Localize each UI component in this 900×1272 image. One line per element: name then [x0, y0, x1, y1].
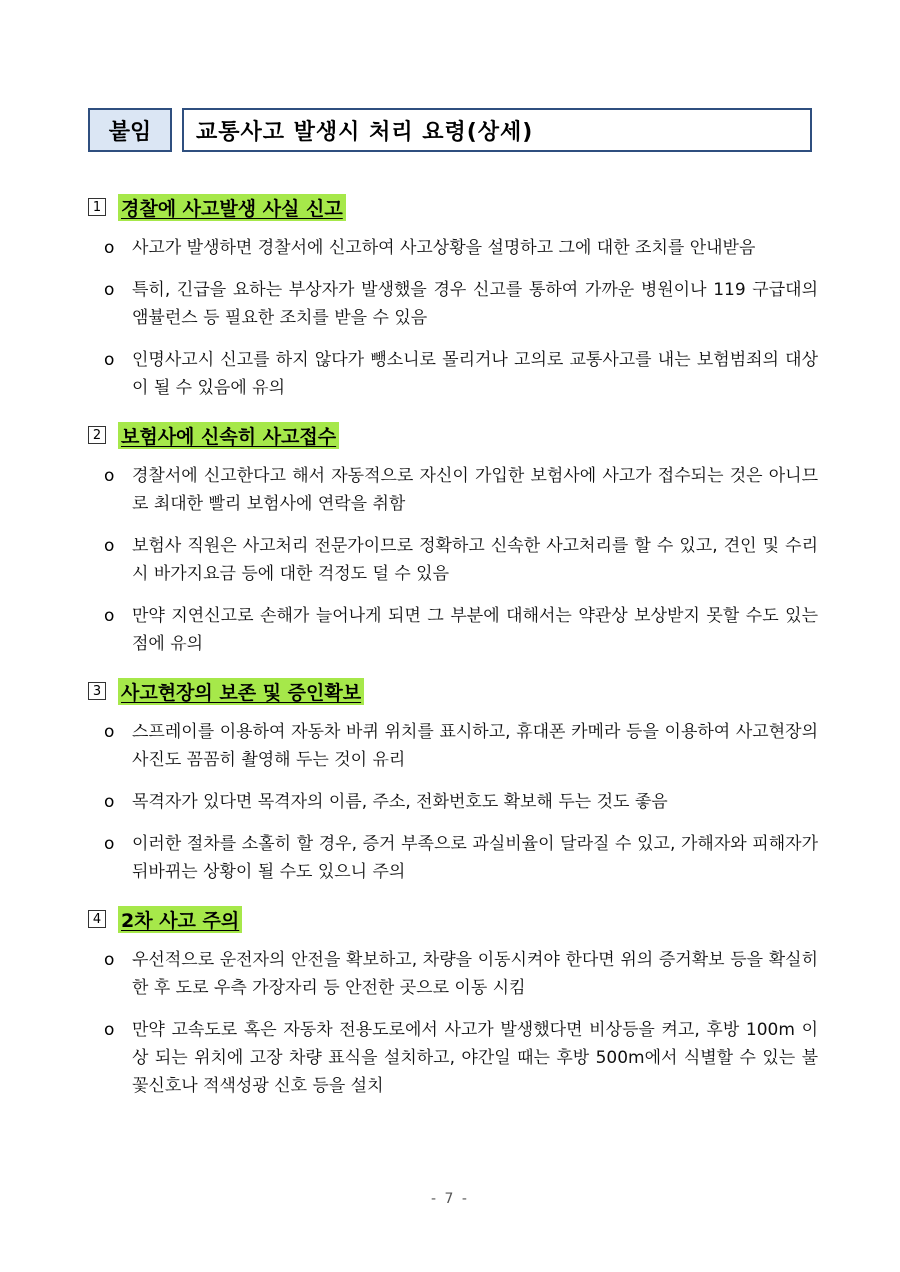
- section-3: [88, 674, 818, 886]
- list-item-text: 특히, 긴급을 요하는 부상자가 발생했을 경우 신고를 통하여 가까운 병원이나 119 구급대의 앰뷸런스 등 필요한 조치를 받을 수 있음: [132, 280, 818, 328]
- list-item: [88, 462, 818, 518]
- list-item-text: 목격자가 있다면 목격자의 이름, 주소, 전화번호도 확보해 두는 것도 좋음: [132, 792, 668, 812]
- list-item-text: 이러한 절차를 소홀히 할 경우, 증거 부족으로 과실비율이 달라질 수 있고, 가해자와 피해자가 뒤바뀌는 상황이 될 수도 있으니 주의: [132, 834, 818, 882]
- document-header: [88, 108, 812, 156]
- section-number: 1: [88, 198, 106, 216]
- section-1: [88, 190, 818, 402]
- bullet-icon: o: [104, 238, 115, 258]
- list-item: [88, 718, 818, 774]
- bullet-icon: o: [104, 606, 115, 626]
- bullet-icon: o: [104, 466, 115, 486]
- document-body: [88, 190, 818, 1116]
- section-heading: [88, 674, 818, 708]
- list-item: [88, 830, 818, 886]
- page-number: - 7 -: [431, 1191, 469, 1207]
- section-2: [88, 418, 818, 658]
- list-item-text: 만약 지연신고로 손해가 늘어나게 되면 그 부분에 대해서는 약관상 보상받지 못할 수도 있는 점에 유의: [132, 606, 818, 654]
- bullet-icon: o: [104, 950, 115, 970]
- section-heading: [88, 418, 818, 452]
- list-item-text: 우선적으로 운전자의 안전을 확보하고, 차량을 이동시켜야 한다면 위의 증거확보 등을 확실히 한 후 도로 우측 가장자리 등 안전한 곳으로 이동 시킴: [132, 950, 818, 998]
- list-item: [88, 946, 818, 1002]
- list-item-text: 만약 고속도로 혹은 자동차 전용도로에서 사고가 발생했다면 비상등을 켜고, 후방 100m 이상 되는 위치에 고장 차량 표식을 설치하고, 야간일 때는 후방 500m에서 식별할 수 있는 불꽃신호나 적색성광 신호 등을 설치: [132, 1020, 818, 1096]
- bullet-icon: o: [104, 280, 115, 300]
- bullet-icon: o: [104, 350, 115, 370]
- section-title: 사고현장의 보존 및 증인확보: [118, 678, 364, 705]
- list-item-text: 인명사고시 신고를 하지 않다가 뺑소니로 몰리거나 고의로 교통사고를 내는 보험범죄의 대상이 될 수 있음에 유의: [132, 350, 818, 398]
- list-item: [88, 788, 818, 816]
- bullet-icon: o: [104, 792, 115, 812]
- bullet-icon: o: [104, 536, 115, 556]
- list-item: [88, 1016, 818, 1100]
- list-item: [88, 346, 818, 402]
- section-number: 4: [88, 910, 106, 928]
- section-number: 2: [88, 426, 106, 444]
- section-number: 3: [88, 682, 106, 700]
- list-item-text: 스프레이를 이용하여 자동차 바퀴 위치를 표시하고, 휴대폰 카메라 등을 이용하여 사고현장의 사진도 꼼꼼히 촬영해 두는 것이 유리: [132, 722, 818, 770]
- bullet-icon: o: [104, 722, 115, 742]
- list-item: [88, 532, 818, 588]
- section-heading: [88, 190, 818, 224]
- bullet-icon: o: [104, 834, 115, 854]
- list-item-text: 경찰서에 신고한다고 해서 자동적으로 자신이 가입한 보험사에 사고가 접수되는 것은 아니므로 최대한 빨리 보험사에 연락을 취함: [132, 466, 818, 514]
- document-title: 교통사고 발생시 처리 요령(상세): [182, 108, 812, 152]
- list-item: [88, 602, 818, 658]
- section-title: 보험사에 신속히 사고접수: [118, 422, 339, 449]
- list-item: [88, 276, 818, 332]
- list-item-text: 사고가 발생하면 경찰서에 신고하여 사고상황을 설명하고 그에 대한 조치를 안내받음: [132, 238, 756, 258]
- section-heading: [88, 902, 818, 936]
- list-item-text: 보험사 직원은 사고처리 전문가이므로 정확하고 신속한 사고처리를 할 수 있고, 견인 및 수리시 바가지요금 등에 대한 걱정도 덜 수 있음: [132, 536, 818, 584]
- attachment-tag: 붙임: [88, 108, 172, 152]
- section-title: 2차 사고 주의: [118, 906, 242, 933]
- section-4: [88, 902, 818, 1100]
- section-title: 경찰에 사고발생 사실 신고: [118, 194, 346, 221]
- bullet-icon: o: [104, 1020, 115, 1040]
- list-item: [88, 234, 818, 262]
